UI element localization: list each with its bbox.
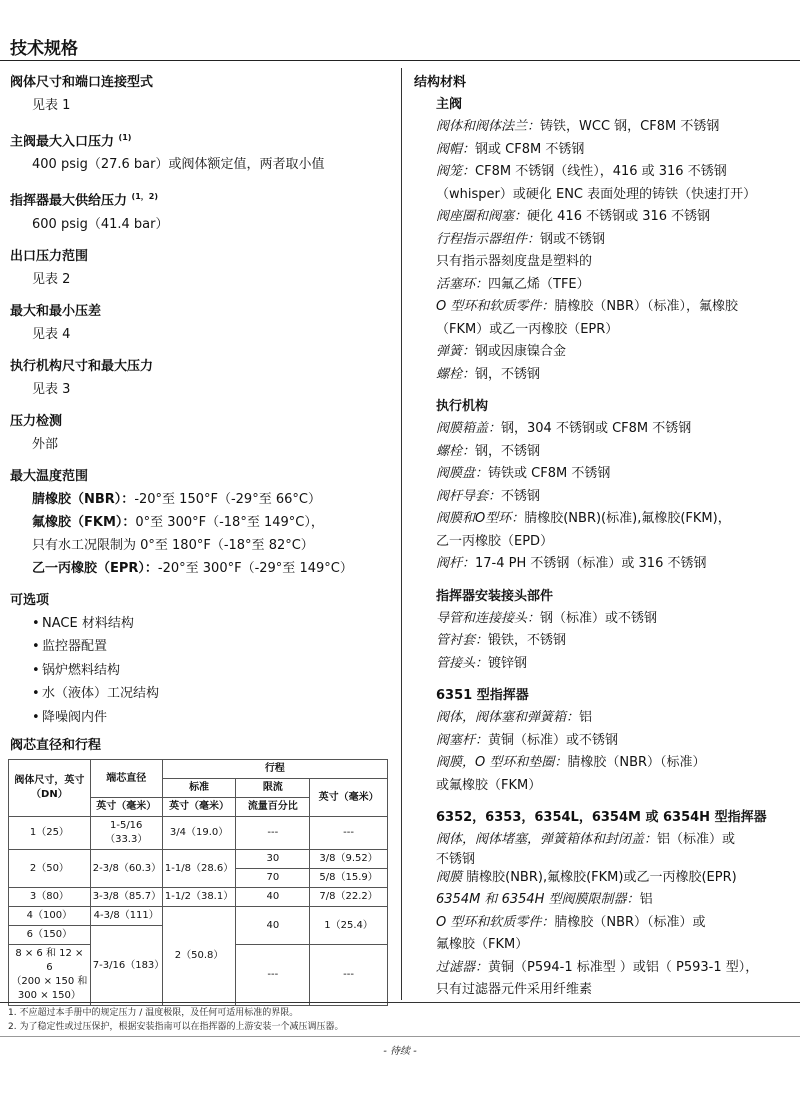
- table-cell: ---: [236, 817, 310, 850]
- table-header: 流量百分比: [236, 798, 310, 817]
- table-cell: 7/8（22.2）: [310, 888, 388, 907]
- page-title: 技术规格: [10, 39, 78, 59]
- table-header: 英寸（毫米）: [90, 798, 162, 817]
- table-cell: 8 × 6 和 12 × 6 （200 × 150 和 300 × 150）: [9, 945, 91, 1006]
- material-row: 阀杆导套：不锈钢: [436, 488, 541, 504]
- spec-pressure-sensing: [10, 411, 395, 456]
- table-heading: 阀芯直径和行程: [10, 738, 102, 754]
- footnote-ref: (1，2): [131, 192, 158, 202]
- spec-value: 见表 4: [32, 326, 71, 342]
- table-cell: 70: [236, 869, 310, 888]
- pilot-6351-list: [414, 707, 794, 797]
- material-row: 或氟橡胶（FKM）: [436, 777, 542, 793]
- material-row: （FKM）或乙一丙橡胶（EPR）: [436, 321, 619, 337]
- pilot-6352-heading: 6352，6353，6354L，6354M 或 6354H 型指挥器: [436, 810, 767, 825]
- material-row: 乙一丙橡胶（EPD）: [436, 533, 554, 549]
- table-cell: 2（50.8）: [162, 907, 236, 1006]
- table-cell: 1-1/2（38.1）: [162, 888, 236, 907]
- actuator-list: [414, 418, 794, 576]
- spec-heading: 压力检测: [10, 413, 63, 429]
- material-row: 管接头：镀锌钢: [436, 655, 528, 671]
- materials-heading: 结构材料: [414, 75, 467, 90]
- temp-row: 腈橡胶（NBR）：-20°至 150°F（-29°至 66°C）: [32, 491, 321, 507]
- spec-value: 外部: [32, 436, 59, 452]
- table-cell: 30: [236, 850, 310, 869]
- material-row: 阀座圈和阀塞：硬化 416 不锈钢或 316 不锈钢: [436, 209, 711, 224]
- material-row: 阀体，阀体堵塞，弹簧箱体和封闭盖：铝（标准）或: [436, 832, 736, 847]
- table-cell: ---: [310, 945, 388, 1006]
- table-cell: 1（25）: [9, 817, 91, 850]
- material-row: 行程指示器组件：钢或不锈钢: [436, 231, 606, 247]
- left-column: [10, 72, 395, 757]
- material-row: 弹簧：钢或因康镍合金: [436, 344, 567, 359]
- spec-value: 见表 3: [32, 381, 71, 397]
- table-cell: 3-3/8（85.7）: [90, 888, 162, 907]
- material-row: 阀体和阀体法兰：铸铁，WCC 钢，CF8M 不锈钢: [436, 119, 720, 134]
- table-row: [9, 888, 388, 907]
- footnote-rule: [0, 1002, 800, 1003]
- material-row: O 型环和软质零件：腈橡胶（NBR）（标准）或: [436, 914, 706, 930]
- table-row: [9, 907, 388, 926]
- table-header: 标准: [162, 779, 236, 798]
- material-row: 氟橡胶（FKM）: [436, 937, 529, 952]
- material-row: 管衬套：锻铁，不锈钢: [436, 633, 567, 648]
- material-row: 阀帽：钢或 CF8M 不锈钢: [436, 141, 585, 157]
- material-row: 螺栓：钢，不锈钢: [436, 366, 541, 382]
- temp-row: 只有水工况限制为 0°至 180°F（-18°至 82°C）: [32, 537, 314, 553]
- main-valve-list: [414, 116, 794, 386]
- actuator-heading: 执行机构: [436, 399, 489, 414]
- material-row: 阀膜和O型环：腈橡胶(NBR)(标准),氟橡胶(FKM)，: [436, 511, 731, 526]
- spec-options: [10, 590, 395, 730]
- temp-row: 氟橡胶（FKM）：0°至 300°F（-18°至 149°C），: [32, 514, 324, 530]
- pilot-mount-heading: 指挥器安装接头部件: [436, 588, 554, 604]
- footnotes: [8, 1006, 343, 1034]
- table-row: [9, 817, 388, 850]
- table-header: 限流: [236, 779, 310, 798]
- table-cell: 2-3/8（60.3）: [90, 850, 162, 888]
- continued-label: - 待续 -: [383, 1046, 417, 1057]
- material-row: 6354M 和 6354H 型阀膜限制器：铝: [436, 892, 653, 907]
- pilot-mount-list: [414, 608, 794, 676]
- spec-heading: 最大和最小压差: [10, 303, 102, 319]
- spec-pilot-supply: [10, 186, 395, 235]
- title-rule: [0, 60, 800, 61]
- spec-value: 见表 2: [32, 271, 71, 287]
- spec-heading: 出口压力范围: [10, 248, 89, 264]
- spec-body-size: [10, 72, 395, 117]
- table-cell: 1-1/8（28.6）: [162, 850, 236, 888]
- pilot-6351-heading: 6351 型指挥器: [436, 688, 529, 703]
- right-column: [414, 72, 794, 1002]
- material-row: 过滤器：黄铜（P594-1 标准型 ）或铝（ P593-1 型），: [436, 959, 759, 975]
- spec-heading: 指挥器最大供给压力 $^{(1,2)}$: [10, 192, 158, 209]
- spec-heading: 主阀最大入口压力 $^{(1)}$: [10, 133, 132, 150]
- table-cell: 1（25.4）: [310, 907, 388, 945]
- table-cell: 4（100）: [9, 907, 91, 926]
- table-header: 行程: [162, 760, 387, 779]
- list-item: • 降噪阀内件: [10, 706, 395, 730]
- material-row: 活塞环：四氟乙烯（TFE）: [436, 276, 590, 292]
- spec-heading: 最大温度范围: [10, 468, 89, 484]
- list-item: • 水（液体）工况结构: [10, 682, 395, 706]
- footnote: 2. 为了稳定性或过压保护，根据安装指南可以在指挥器的上游安装一个减压调压器。: [8, 1022, 344, 1032]
- spec-heading: 可选项: [10, 592, 50, 608]
- material-row: 螺栓：钢，不锈钢: [436, 443, 541, 459]
- table-header: 端芯直径: [90, 760, 162, 798]
- table-header: 阀体尺寸，英寸（DN）: [9, 760, 91, 817]
- spec-diff-pressure: [10, 301, 395, 346]
- footnote: 1. 不应超过本手册中的规定压力 / 温度极限，及任何可适用标准的界限。: [8, 1008, 299, 1018]
- material-row: 导管和连接接头：钢（标准）或不锈钢: [436, 610, 658, 626]
- footnote-ref: (1): [118, 133, 132, 142]
- pilot-6352-list: [414, 829, 794, 1002]
- material-row: 阀杆：17-4 PH 不锈钢（标准）或 316 不锈钢: [436, 556, 707, 571]
- spec-max-inlet: [10, 127, 395, 176]
- material-row: 阀体，阀体塞和弹簧箱：铝: [436, 710, 593, 725]
- table-cell: 2（50）: [9, 850, 91, 888]
- list-item: • 锅炉燃料结构: [10, 659, 395, 683]
- table-header: 英寸（毫米）: [310, 779, 388, 817]
- column-divider: [401, 68, 402, 1000]
- spec-value: 400 psig（27.6 bar）或阀体额定值，两者取小值: [32, 157, 325, 173]
- spec-value: 见表 1: [32, 98, 71, 113]
- spec-temperature: [10, 466, 395, 580]
- table-cell: 5/8（15.9）: [310, 869, 388, 888]
- table-cell: 40: [236, 907, 310, 945]
- material-row: 阀膜箱盖：钢，304 不锈钢或 CF8M 不锈钢: [436, 421, 692, 436]
- material-row: 不锈钢: [436, 851, 476, 867]
- table-cell: 40: [236, 888, 310, 907]
- material-row: 阀笼：CF8M 不锈钢（线性），416 或 316 不锈钢: [436, 164, 727, 179]
- table-cell: 7-3/16（183）: [90, 926, 162, 1006]
- table-cell: ---: [236, 945, 310, 1006]
- plug-travel-table: [8, 759, 388, 1006]
- spec-outlet-range: [10, 246, 395, 291]
- main-valve-heading: 主阀: [436, 97, 463, 112]
- material-row: 只有指示器刻度盘是塑料的: [436, 254, 593, 269]
- material-row: 只有过滤器元件采用纤维素: [436, 982, 593, 997]
- table-cell: 3（80）: [9, 888, 91, 907]
- spec-heading: 阀体尺寸和端口连接型式: [10, 75, 154, 90]
- material-row: 阀膜，O 型环和垫圈：腈橡胶（NBR）（标准）: [436, 755, 706, 770]
- table-header: 英寸（毫米）: [162, 798, 236, 817]
- table-cell: ---: [310, 817, 388, 850]
- material-row: 阀膜盘：铸铁或 CF8M 不锈钢: [436, 466, 611, 481]
- material-row: （whisper）或硬化 ENC 表面处理的铸铁（快速打开）: [436, 186, 757, 202]
- table-cell: 6（150）: [9, 926, 91, 945]
- table-row: [9, 850, 388, 869]
- table-cell: 4-3/8（111）: [90, 907, 162, 926]
- list-item: • NACE 材料结构: [10, 612, 395, 636]
- material-row: 阀塞杆：黄铜（标准）或不锈钢: [436, 732, 619, 748]
- spec-heading: 执行机构尺寸和最大压力: [10, 358, 154, 374]
- spec-actuator-size: [10, 356, 395, 401]
- material-row: O 型环和软质零件：腈橡胶（NBR）（标准），氟橡胶: [436, 299, 739, 314]
- table-cell: 3/8（9.52）: [310, 850, 388, 869]
- material-row: 阀膜 腈橡胶(NBR),氟橡胶(FKM)或乙一丙橡胶(EPR): [436, 869, 737, 885]
- continued-rule: [0, 1036, 800, 1037]
- list-item: • 监控器配置: [10, 635, 395, 659]
- table-cell: 3/4（19.0）: [162, 817, 236, 850]
- temp-row: 乙一丙橡胶（EPR）：-20°至 300°F（-29°至 149°C）: [32, 560, 353, 576]
- table-cell: 1-5/16（33.3）: [90, 817, 162, 850]
- spec-value: 600 psig（41.4 bar）: [32, 216, 169, 232]
